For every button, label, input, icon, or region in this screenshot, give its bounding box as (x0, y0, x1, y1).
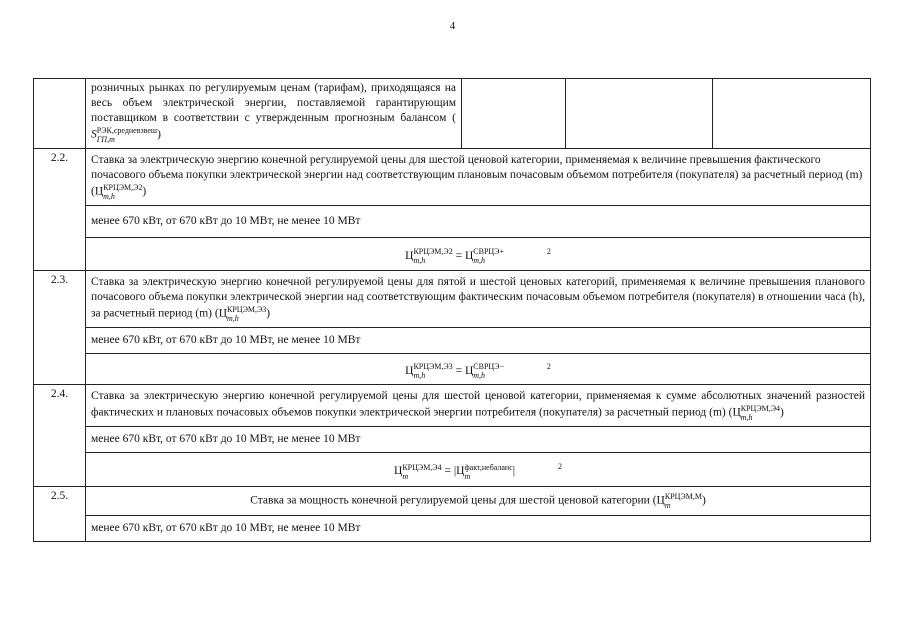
table-row-2-4-formula (34, 453, 871, 486)
table-row-2-3-formula (34, 354, 871, 385)
symbol: Ц КРЦЭМ,Э2 m,h (94, 183, 143, 201)
symbol: Ц КРЦЭМ,Э4 m,h (732, 404, 780, 423)
power-ranges: менее 670 кВт, от 670 кВт до 10 МВт, не менее 10 МВт (86, 206, 871, 238)
row-number: 2.2. (34, 149, 86, 271)
power-ranges: менее 670 кВт, от 670 кВт до 10 МВт, не менее 10 МВт (86, 427, 871, 453)
formula: Ц КРЦЭМ,Э4 m = |Ц факт,небаланс m | $^2$ (86, 453, 871, 486)
row-number-cell (34, 79, 86, 149)
power-ranges: менее 670 кВт, от 670 кВт до 10 МВт, не менее 10 МВт (86, 515, 871, 541)
page-number: 4 (449, 20, 456, 32)
table-row-2-2-formula (34, 238, 871, 271)
description-text: Ставка за электрическую энергию конечной регулируемой цены для шестой ценовой категории, применяемая к сумме абсолютных значений разностей фактических и плановых почасовых объемов покупки электрической энергии потребителя (покупателя) за расчетный период (m) ( (91, 390, 865, 420)
value-cell-2 (566, 79, 713, 149)
value-cell-3 (713, 79, 871, 149)
power-ranges: менее 670 кВт, от 670 кВт до 10 МВт, не менее 10 МВт (86, 328, 871, 354)
description-text: Ставка за мощность конечной регулируемой цены для шестой ценовой категории ( (250, 494, 657, 507)
row-number: 2.5. (34, 486, 86, 541)
formula: Ц КРЦЭМ,Э2 m,h = Ц СВРЦЭ+ m,h $^2$ (86, 238, 871, 271)
table-row-2-2-ranges (34, 206, 871, 238)
table-row-2-2 (34, 149, 871, 206)
symbol: Ц КРЦЭМ,М m (656, 491, 702, 510)
table-row-2-5-ranges (34, 515, 871, 541)
table-row-continuation (34, 79, 871, 149)
row-number: 2.3. (34, 271, 86, 385)
tariff-table (33, 78, 871, 542)
row-description: Ставка за электрическую энергию конечной регулируемой цены для пятой и шестой ценовых категорий, применяемая к величине превышения планового почасового объема покупки электрической энергии над соответствующим фактическим почасовым объемом потребителя (покупателя) в отношении часа (h), за расчетный период (m) (Ц КРЦЭМ,Э3 m,h ) (86, 271, 871, 328)
table-row-2-3-ranges (34, 328, 871, 354)
table-row-2-3 (34, 271, 871, 328)
row-description: Ставка за мощность конечной регулируемой цены для шестой ценовой категории (Ц КРЦЭМ,М m ) (86, 486, 871, 515)
value-cell-1 (462, 79, 566, 149)
row-description: розничных рынках по регулируемым ценам (тарифам), приходящаяся на весь объем электрической энергии, поставляемой гарантирующим поставщиком в соответствии с утвержденным прогнозным балансом (S РЭК,средневзвеш ГП,m ) (86, 79, 462, 149)
row-number: 2.4. (34, 385, 86, 486)
symbol: S РЭК,средневзвеш ГП,m (91, 126, 158, 144)
table-row-2-5 (34, 486, 871, 515)
description-text: Ставка за электрическую энергию конечной регулируемой цены для пятой и шестой ценовых категорий, применяемая к величине превышения планового почасового объема покупки электрической энергии над соответствующим фактическим почасовым объемом потребителя (покупателя) в отношении часа (h), за расчетный период (m) ( (91, 276, 865, 320)
description-text: розничных рынках по регулируемым ценам (тарифам), приходящаяся на весь объем электрической энергии, поставляемой гарантирующим поставщиком в соответствии с утвержденным прогнозным балансом ( (91, 82, 456, 124)
table-row-2-4 (34, 385, 871, 427)
row-description: Ставка за электрическую энергию конечной регулируемой цены для шестой ценовой категории, применяемая к величине превышения фактического почасового объема покупки электрической энергии над соответствующим плановым почасовым объемом потребителя (покупателя) за расчетный период (m) (Ц КРЦЭМ,Э2 m,h ) (86, 149, 871, 206)
description-text: Ставка за электрическую энергию конечной регулируемой цены для шестой ценовой категории, применяемая к величине превышения фактического почасового объема покупки электрической энергии над соответствующим плановым почасовым объемом потребителя (покупателя) за расчетный период (m) ( (91, 154, 863, 198)
row-description: Ставка за электрическую энергию конечной регулируемой цены для шестой ценовой категории, применяемая к сумме абсолютных значений разностей фактических и плановых почасовых объемов покупки электрической энергии потребителя (покупателя) за расчетный период (m) (Ц КРЦЭМ,Э4 m,h ) (86, 385, 871, 427)
formula: Ц КРЦЭМ,Э3 m,h = Ц СВРЦЭ− m,h $^2$ (86, 354, 871, 385)
table-row-2-4-ranges (34, 427, 871, 453)
symbol: Ц КРЦЭМ,Э3 m,h (218, 305, 267, 324)
